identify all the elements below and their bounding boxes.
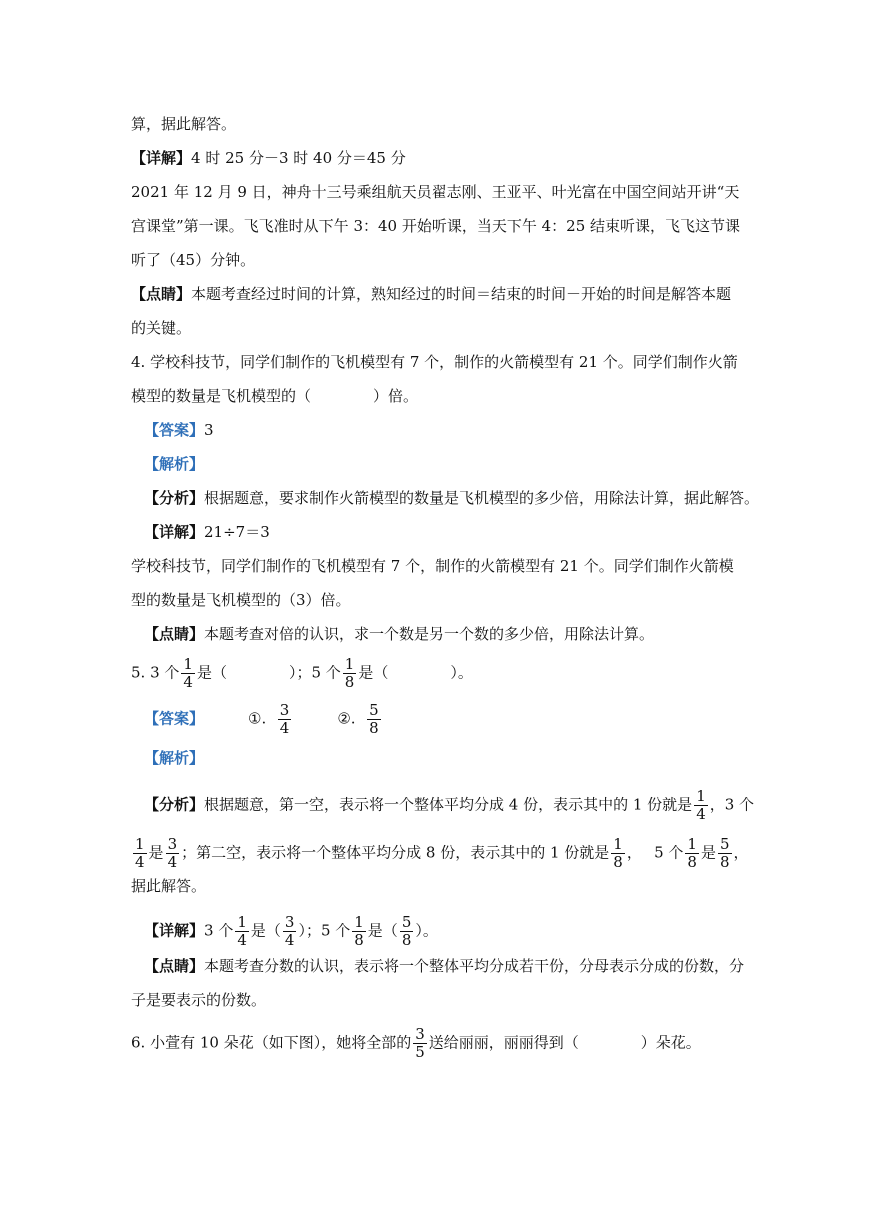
answer-line	[144, 702, 383, 737]
question-6-text: ）朵花。	[640, 1033, 701, 1052]
detail-text: ）。	[415, 921, 438, 940]
detail-tag: 【详解】	[144, 523, 205, 541]
numerator: 1	[687, 835, 697, 853]
answer-text: 3	[204, 421, 214, 439]
detail-text: 3 个	[204, 921, 234, 940]
question-4-line: 4. 学校科技节，同学们制作的飞机模型有 7 个，制作的火箭模型有 21 个。同学们制作火箭	[131, 353, 738, 371]
fraction	[181, 656, 195, 691]
denominator: 5	[415, 1043, 425, 1061]
numerator: 3	[284, 913, 295, 931]
detail-tag: 【详解】	[131, 149, 192, 167]
text-line: 的关键。	[131, 319, 192, 337]
analysis-tag: 【解析】	[144, 749, 205, 767]
analysis-text: 是	[148, 843, 164, 862]
numerator: 3	[279, 701, 290, 719]
denominator: 4	[237, 931, 247, 949]
text-line	[144, 788, 754, 823]
fraction	[611, 836, 625, 871]
answer-marker: ①.	[248, 709, 267, 728]
numerator: 1	[354, 913, 364, 931]
analysis-tag: 【解析】	[144, 455, 205, 473]
text-line: 宫课堂”第一课。飞飞准时从下午 3：40 开始听课，当天下午 4：25 结束听课，飞飞这节课	[131, 217, 741, 235]
fraction	[367, 702, 381, 737]
fraction	[283, 914, 297, 949]
question-4-text: 模型的数量是飞机模型的（	[131, 387, 312, 405]
comment-text: 本题考查对倍的认识，求一个数是另一个数的多少倍，用除法计算。	[204, 625, 655, 643]
denominator: 4	[696, 805, 706, 823]
denominator: 4	[279, 719, 290, 737]
fraction	[235, 914, 249, 949]
text-line	[144, 956, 744, 976]
text-line: 算，据此解答。	[131, 115, 237, 133]
analysis-text: 是	[700, 843, 716, 862]
numerator: 1	[237, 913, 247, 931]
question-5-text: 是（	[358, 663, 389, 682]
analysis-text: ，3 个	[709, 795, 755, 814]
denominator: 4	[284, 931, 295, 949]
question-6-text: 送给丽丽，丽丽得到（	[428, 1033, 579, 1052]
fraction	[166, 836, 180, 871]
fraction	[352, 914, 366, 949]
text-line: 学校科技节，同学们制作的飞机模型有 7 个，制作的火箭模型有 21 个。同学们制作火箭模	[131, 557, 734, 575]
numerator: 3	[415, 1025, 425, 1043]
detail-text: 21÷7＝3	[204, 523, 270, 541]
text-line	[144, 488, 759, 508]
text-line	[144, 914, 438, 949]
fraction	[413, 1026, 427, 1061]
text-line: 听了（45）分钟。	[131, 251, 256, 269]
analysis-sub-tag: 【分析】	[144, 795, 205, 814]
denominator: 8	[687, 853, 697, 871]
fraction	[718, 836, 732, 871]
numerator: 1	[696, 787, 706, 805]
text-line	[144, 624, 654, 644]
text-line: 据此解答。	[131, 877, 207, 895]
question-5-line	[131, 656, 473, 691]
analysis-text: 根据题意，要求制作火箭模型的数量是飞机模型的多少倍，用除法计算，据此解答。	[204, 489, 760, 507]
text-line: 子是要表示的份数。	[131, 991, 267, 1009]
question-5-text: 5. 3 个	[131, 663, 180, 682]
analysis-line	[144, 748, 204, 768]
numerator: 1	[344, 655, 355, 673]
answer-marker: ②.	[337, 709, 356, 728]
denominator: 8	[401, 931, 412, 949]
fraction	[685, 836, 699, 871]
numerator: 1	[135, 835, 145, 853]
question-5-text: 是（	[196, 663, 227, 682]
fraction	[694, 788, 708, 823]
denominator: 4	[135, 853, 145, 871]
denominator: 8	[344, 673, 355, 691]
numerator: 5	[719, 835, 730, 853]
fraction	[278, 702, 292, 737]
detail-text: 是（	[367, 921, 398, 940]
question-6-line	[131, 1026, 701, 1061]
question-5-text: ）；5 个	[288, 663, 341, 682]
analysis-text: ，	[733, 843, 749, 862]
numerator: 3	[167, 835, 178, 853]
analysis-text: ；第二空，表示将一个整体平均分成 8 份，表示其中的 1 份就是	[181, 843, 610, 862]
answer-tag: 【答案】	[144, 421, 205, 439]
denominator: 4	[183, 673, 193, 691]
text-line: 型的数量是飞机模型的（3）倍。	[131, 591, 351, 609]
text-line	[131, 148, 406, 168]
detail-text: ）；5 个	[298, 921, 351, 940]
comment-text: 本题考查经过时间的计算，熟知经过的时间＝结束的时间－开始的时间是解答本题	[191, 285, 732, 303]
numerator: 5	[401, 913, 412, 931]
question-5-text: ）。	[450, 663, 473, 682]
analysis-text: 根据题意，第一空，表示将一个整体平均分成 4 份，表示其中的 1 份就是	[204, 795, 693, 814]
answer-tag: 【答案】	[144, 709, 205, 728]
analysis-sub-tag: 【分析】	[144, 489, 205, 507]
text-line	[144, 522, 270, 542]
analysis-text: ， 5 个	[626, 843, 684, 862]
numerator: 5	[369, 701, 379, 719]
question-4-line	[131, 386, 418, 406]
question-6-text: 6. 小萱有 10 朵花（如下图），她将全部的	[131, 1033, 412, 1052]
fraction	[133, 836, 147, 871]
fraction	[343, 656, 357, 691]
detail-tag: 【详解】	[144, 921, 205, 940]
question-4-text: ）倍。	[373, 387, 419, 405]
denominator: 8	[719, 853, 730, 871]
detail-text: 4 时 25 分－3 时 40 分＝45 分	[191, 149, 406, 167]
denominator: 8	[613, 853, 623, 871]
numerator: 1	[613, 835, 623, 853]
comment-text: 本题考查分数的认识，表示将一个整体平均分成若干份，分母表示分成的份数，分	[204, 957, 745, 975]
answer-line	[144, 420, 214, 440]
comment-tag: 【点睛】	[131, 285, 192, 303]
analysis-line	[144, 454, 204, 474]
denominator: 8	[369, 719, 379, 737]
comment-tag: 【点睛】	[144, 625, 205, 643]
comment-tag: 【点睛】	[144, 957, 205, 975]
text-line	[131, 284, 731, 304]
fraction	[400, 914, 414, 949]
detail-text: 是（	[250, 921, 281, 940]
numerator: 1	[183, 655, 193, 673]
denominator: 8	[354, 931, 364, 949]
denominator: 4	[167, 853, 178, 871]
text-line: 2021 年 12 月 9 日，神舟十三号乘组航天员翟志刚、王亚平、叶光富在中国空间站开讲“天	[131, 183, 740, 201]
text-line	[131, 836, 749, 871]
